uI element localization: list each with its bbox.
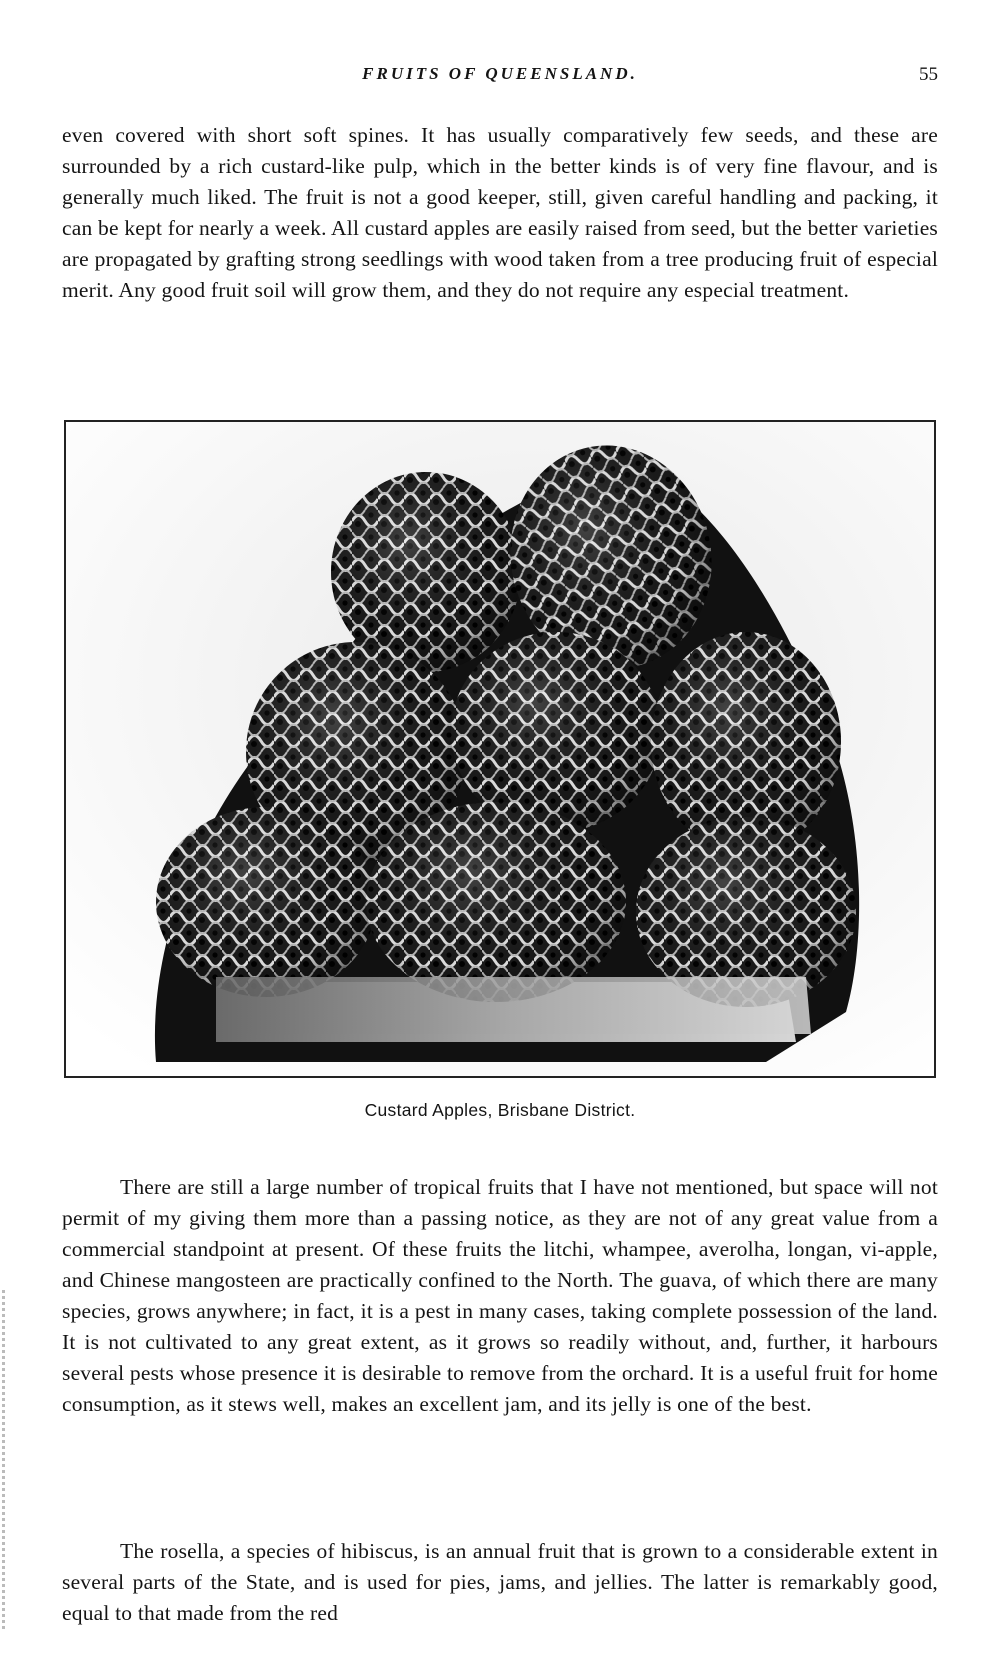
paragraph-tropical-fruits: There are still a large number of tropical fruits that I have not mentioned, but space will not permit of my giving them more than a passing notice, as they are not of any great value from a commercial standpoint at present. Of these fruits the litchi, whampee, averolha, longan, vi-apple, and Chinese mangosteen are practically confined to the North. The guava, of which there are many species, grows anywhere; in fact, it is a pest in many cases, taking complete possession of the land. It is not cultivated to any great extent, as it grows so readily without, and, further, it harbours several pests whose presence it is desirable to remove from the orchard. It is a useful fruit for home consumption, as it stews well, makes an excellent jam, and its jelly is one of the best. [62, 1175, 938, 1416]
custard-apples-illustration [66, 422, 934, 1076]
scan-edge-mark [2, 1290, 5, 1630]
paragraph-custard-apples: even covered with short soft spines. It has usually comparatively few seeds, and these are surrounded by a rich custard-like pulp, which in the better kinds is of very fine flavour, and is generally much liked. The fruit is not a good keeper, still, given careful handling and packing, it can be kept for nearly a week. All custard apples are easily raised from seed, but the better varieties are propagated by grafting strong seedlings with wood taken from a tree producing fruit of especial merit. Any good fruit soil will grow them, and they do not require any especial treatment. [62, 123, 938, 302]
figure-caption: Custard Apples, Brisbane District. [364, 1100, 636, 1120]
running-title: FRUITS OF QUEENSLAND. [362, 64, 638, 83]
custard-apples-photo [64, 420, 936, 1078]
paragraph-rosella: The rosella, a species of hibiscus, is an annual fruit that is grown to a considerable extent in several parts of the State, and is used for pies, jams, and jellies. The latter is remarkably good, equal to that made from the red [62, 1539, 938, 1625]
running-head [62, 64, 938, 94]
page-number: 55 [919, 64, 938, 85]
